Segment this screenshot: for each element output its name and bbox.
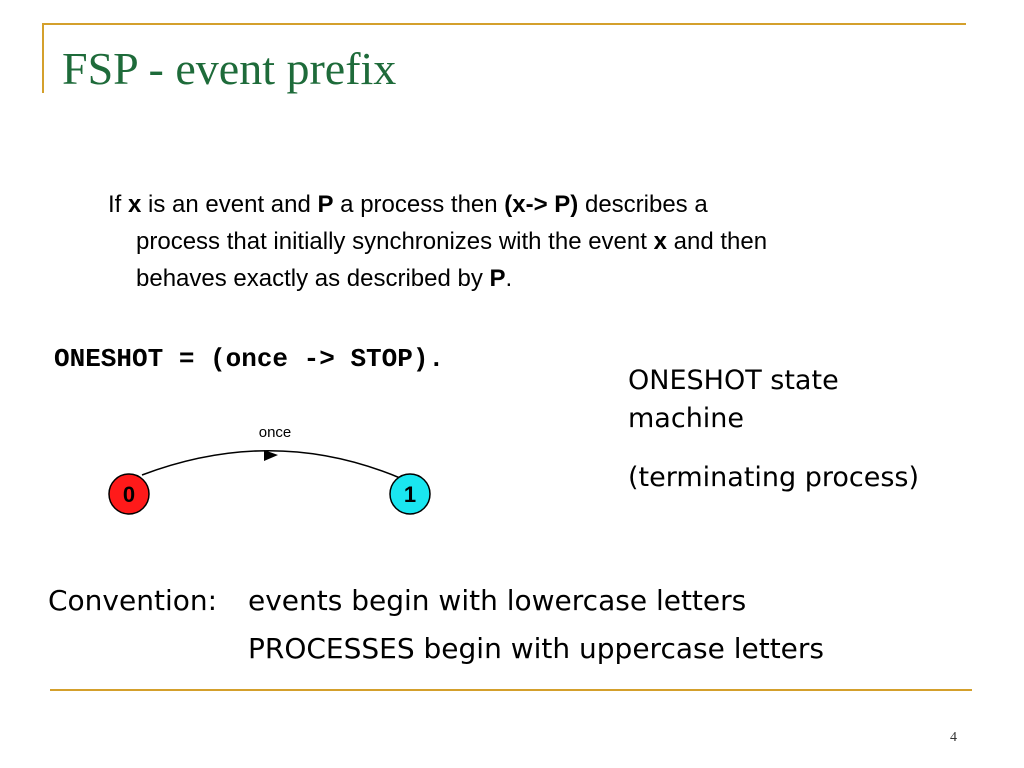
bullet-text-segment: behaves exactly as described by	[136, 265, 490, 292]
bullet-text-segment: x	[653, 228, 667, 255]
convention-events: events begin with lowercase letters	[248, 584, 747, 617]
state-machine-caption-line-2: machine	[628, 403, 745, 434]
fsp-code-definition: ONESHOT = (once -> STOP).	[54, 344, 445, 374]
bullet-line-2	[108, 223, 968, 260]
state-1-label: 1	[403, 482, 417, 507]
transition-label: once	[258, 424, 292, 441]
page-number: 4	[950, 730, 957, 745]
bullet-text-segment: x	[128, 191, 142, 218]
bullet-line-1	[108, 186, 968, 223]
bullet-text-segment: and then	[666, 228, 768, 255]
bullet-text-segment: is an event and	[141, 191, 318, 218]
transition-arrowhead	[264, 450, 278, 461]
bullet-line-3	[108, 260, 968, 297]
terminating-process-note: (terminating process)	[628, 462, 920, 493]
definition-bullet	[108, 186, 968, 297]
footer-rule	[50, 689, 972, 691]
bullet-text-segment: a process then	[333, 191, 505, 218]
state-machine-caption	[628, 362, 968, 438]
bullet-text-segment: process that initially synchronizes with the event	[136, 228, 654, 255]
bullet-text-segment: P	[489, 265, 506, 292]
bullet-text-segment: .	[505, 265, 513, 292]
bullet-text-segment: P	[317, 191, 334, 218]
bullet-text-segment: If	[108, 191, 129, 218]
state-0-label: 0	[122, 482, 136, 507]
bullet-text-segment: (x-> P)	[504, 191, 579, 218]
bullet-text-segment: describes a	[578, 191, 708, 218]
state-machine-caption-line-1: ONESHOT state	[628, 365, 839, 396]
convention-label: Convention:	[48, 584, 218, 617]
state-machine-diagram	[100, 415, 450, 525]
slide-title: FSP - event prefix	[62, 43, 397, 94]
convention-processes: PROCESSES begin with uppercase letters	[248, 632, 825, 665]
